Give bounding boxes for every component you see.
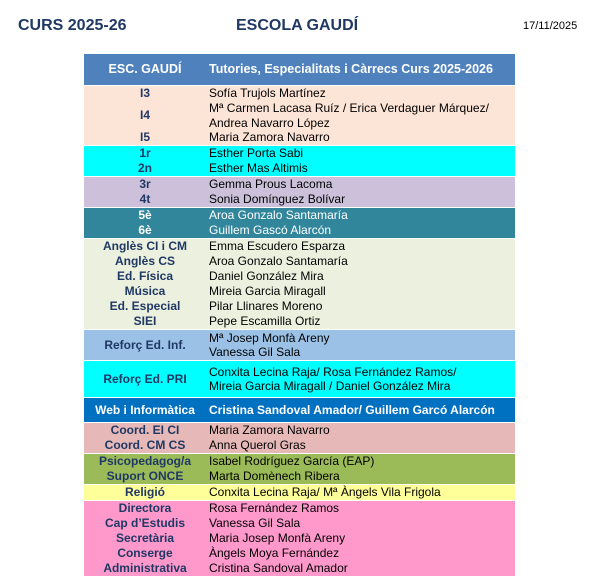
staff-name: Sonia Domínguez Bolívar <box>209 192 346 207</box>
staff-name: Isabel Rodríguez García (EAP) <box>209 454 375 469</box>
staff-name: Maria Zamora Navarro <box>209 130 330 145</box>
staff-name: Mireia Garcia Miragall / Daniel González Mira <box>209 379 451 393</box>
role-label: Cap d’Estudis <box>104 516 185 531</box>
staff-name: Pilar Llinares Moreno <box>209 299 323 314</box>
role-label: 4t <box>139 192 151 207</box>
role-label: SIEI <box>133 314 157 329</box>
table-row <box>84 454 515 469</box>
staff-cell <box>206 86 515 101</box>
staff-cell <box>206 284 515 299</box>
role-cell <box>84 161 206 176</box>
staff-cell <box>206 254 515 269</box>
role-label: Ed. Especial <box>109 299 181 314</box>
staff-name: Aroa Gonzalo Santamaría <box>209 254 348 269</box>
role-cell <box>84 469 206 484</box>
school-name-title: ESCOLA GAUDÍ <box>236 17 359 34</box>
table-row <box>84 101 515 130</box>
table-row <box>84 330 515 361</box>
staff-name: Maria Zamora Navarro <box>209 423 330 438</box>
staff-name: Guillem Gascó Alarcón <box>209 223 332 238</box>
role-label: 2n <box>137 161 152 176</box>
staff-name: Andrea Navarro López <box>209 115 330 130</box>
table-row <box>84 531 515 546</box>
role-cell <box>84 269 206 284</box>
staff-name: Aroa Gonzalo Santamaría <box>209 208 348 223</box>
staff-cell <box>206 438 515 453</box>
table-row <box>84 485 515 501</box>
role-cell <box>84 284 206 299</box>
role-cell <box>84 239 206 254</box>
role-label: I3 <box>139 86 150 101</box>
table-row <box>84 423 515 438</box>
staff-name: Esther Mas Altimis <box>209 161 308 176</box>
table-row <box>84 208 515 223</box>
table-row <box>84 130 515 146</box>
staff-name: Vanessa Gil Sala <box>209 345 301 359</box>
staff-cell <box>206 469 515 484</box>
staff-cell <box>206 223 515 238</box>
role-label: 3r <box>139 177 151 192</box>
role-cell <box>84 130 206 145</box>
role-label: Reforç Ed. Inf. <box>104 337 186 352</box>
table-row <box>84 254 515 269</box>
role-label: Música <box>124 284 166 299</box>
table-row <box>84 314 515 330</box>
staff-cell <box>206 208 515 223</box>
role-cell <box>84 561 206 576</box>
staff-name: Cristina Sandoval Amador/ Guillem Garcó Alarcón <box>209 402 495 417</box>
table-row <box>84 438 515 454</box>
staff-cell <box>206 423 515 438</box>
role-label: Ed. Física <box>116 269 174 284</box>
staff-cell <box>206 546 515 561</box>
staff-cell <box>206 398 515 422</box>
staff-name: Daniel González Mira <box>209 269 324 284</box>
role-cell <box>84 485 206 500</box>
role-label: Secretària <box>115 531 175 546</box>
role-cell <box>84 423 206 438</box>
staff-cell <box>206 531 515 546</box>
role-cell <box>84 254 206 269</box>
staff-cell <box>206 299 515 314</box>
staff-name: Mª Carmen Lacasa Ruíz / Erica Verdaguer Márquez/ <box>209 101 489 115</box>
table-header-title: Tutories, Especialitats i Càrrecs Curs 2025-2026 <box>209 62 493 77</box>
staff-cell <box>206 130 515 145</box>
role-label: Reforç Ed. PRI <box>103 371 187 386</box>
staff-cell <box>206 485 515 500</box>
staff-cell <box>206 561 515 576</box>
table-row <box>84 516 515 531</box>
table-header-school: ESC. GAUDÍ <box>108 62 182 77</box>
role-label: Religió <box>124 485 165 500</box>
staff-name: Mª Josep Monfà Areny <box>209 330 330 345</box>
staff-cell <box>206 269 515 284</box>
role-label: Directora <box>118 501 172 516</box>
role-cell <box>84 546 206 561</box>
role-label: I4 <box>139 108 150 123</box>
table-row <box>84 361 515 398</box>
table-row <box>84 299 515 314</box>
role-cell <box>84 146 206 161</box>
role-cell <box>84 516 206 531</box>
staff-name: Emma Escudero Esparza <box>209 239 346 254</box>
table-row <box>84 86 515 101</box>
role-cell <box>84 398 206 422</box>
role-label: Anglès CS <box>114 254 175 269</box>
staff-cell <box>206 161 515 176</box>
role-cell <box>84 223 206 238</box>
role-label: Administrativa <box>103 561 187 576</box>
staff-name: Vanessa Gil Sala <box>209 516 301 531</box>
role-cell <box>84 361 206 397</box>
staff-cell <box>206 361 515 397</box>
role-label: Suport ONCE <box>106 469 184 484</box>
staff-name: Conxita Lecina Raja/ Rosa Fernández Ramos/ <box>209 364 457 379</box>
role-cell <box>84 299 206 314</box>
table-body <box>84 86 515 577</box>
table-row <box>84 469 515 485</box>
table-row <box>84 192 515 208</box>
staff-cell <box>206 101 515 130</box>
table-row <box>84 398 515 423</box>
staff-cell <box>206 192 515 207</box>
staff-name: Gemma Prous Lacoma <box>209 177 333 192</box>
course-year-title: CURS 2025-26 <box>18 17 127 34</box>
document-date: 17/11/2025 <box>523 20 578 32</box>
role-label: Anglès CI i CM <box>102 239 187 254</box>
staff-name: Marta Domènech Ribera <box>209 469 340 484</box>
table-row <box>84 269 515 284</box>
role-label: Psicopedagog/a <box>98 454 192 469</box>
staff-name: Maria Josep Monfà Areny <box>209 531 346 546</box>
role-label: 1r <box>139 146 151 161</box>
staff-name: Pepe Escamilla Ortiz <box>209 314 321 329</box>
role-label: 5è <box>138 208 152 223</box>
role-cell <box>84 101 206 130</box>
staff-name: Mireia Garcia Miragall <box>209 284 326 299</box>
role-cell <box>84 454 206 469</box>
role-cell <box>84 208 206 223</box>
staff-cell <box>206 501 515 516</box>
role-label: Coord. CM CS <box>104 438 186 453</box>
staff-cell <box>206 177 515 192</box>
table-row <box>84 546 515 561</box>
staff-table <box>84 54 515 577</box>
role-cell <box>84 86 206 101</box>
staff-name: Anna Querol Gras <box>209 438 306 453</box>
table-row <box>84 284 515 299</box>
role-label: 6è <box>138 223 152 238</box>
staff-cell <box>206 146 515 161</box>
role-cell <box>84 531 206 546</box>
staff-name: Esther Porta Sabi <box>209 146 304 161</box>
table-header-row <box>84 54 515 86</box>
role-label: Coord. EI CI <box>110 423 180 438</box>
table-row <box>84 223 515 239</box>
staff-name: Cristina Sandoval Amador <box>209 561 348 576</box>
role-cell <box>84 438 206 453</box>
role-cell <box>84 330 206 360</box>
staff-cell <box>206 239 515 254</box>
staff-cell <box>206 516 515 531</box>
role-label: Conserge <box>117 546 173 561</box>
staff-cell <box>206 454 515 469</box>
table-row <box>84 161 515 177</box>
role-cell <box>84 177 206 192</box>
table-row <box>84 177 515 192</box>
staff-name: Sofía Trujols Martínez <box>209 86 326 101</box>
role-cell <box>84 314 206 329</box>
staff-cell <box>206 314 515 329</box>
staff-name: Conxita Lecina Raja/ Mª Àngels Vila Frigola <box>209 485 441 500</box>
staff-name: Rosa Fernández Ramos <box>209 501 340 516</box>
staff-cell <box>206 330 515 360</box>
role-cell <box>84 192 206 207</box>
table-row <box>84 561 515 577</box>
table-row <box>84 501 515 516</box>
role-cell <box>84 501 206 516</box>
role-label: Web i Informàtica <box>95 402 195 417</box>
table-row <box>84 146 515 161</box>
staff-name: Àngels Moya Fernández <box>209 546 340 561</box>
role-label: I5 <box>139 130 150 145</box>
table-row <box>84 239 515 254</box>
